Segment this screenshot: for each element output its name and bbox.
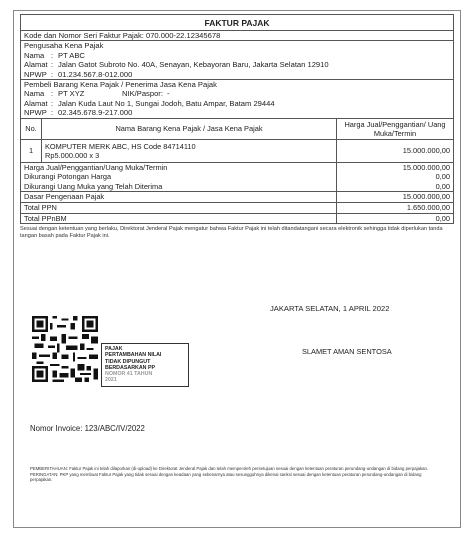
document-title: FAKTUR PAJAK xyxy=(21,15,453,31)
summary-label: Total PPnBM xyxy=(21,213,337,224)
buyer-npwp-row: NPWP : 02.345.678.9-217.000 xyxy=(24,108,133,118)
buyer-section xyxy=(21,79,453,118)
esign-note: Sesuai dengan ketentuan yang berlaku, Direktorat Jenderal Pajak mengatur bahwa Faktur Pajak ini telah ditandatangani secara elektronik sehingga tidak diperlukan tanda tangan basah pada Faktur Pajak ini. xyxy=(20,226,443,240)
summary-row xyxy=(21,192,454,203)
disclaimer: PEMBERITAHUAN: Faktur Pajak ini telah dilaporkan (di-upload) ke Direktorat Jenderal Pajak dan telah memperoleh persetujuan sesuai dengan ketentuan peraturan perundang-undangan di bidang perpajakan. PERINGATAN: PKP yang membuat Faktur Pajak yang tidak sesuai dengan keadaan yang sebenarnya atau sesungguhnya dikenai sanksi sesuai dengan ketentuan peraturan perundang-undangan di bidang perpajakan. xyxy=(30,466,429,483)
summary-row xyxy=(21,172,454,182)
stamp-line: PERTAMBAHAN NILAI xyxy=(105,352,162,359)
item-description xyxy=(42,139,337,162)
summary-row xyxy=(21,182,454,192)
seller-name-label: Nama xyxy=(24,50,45,60)
summary-label: Total PPN xyxy=(21,203,337,214)
seller-heading: Pengusaha Kena Pajak xyxy=(24,41,104,51)
items-table xyxy=(20,118,454,225)
seller-npwp: 01.234.567.8-012.000 xyxy=(58,69,133,79)
item-desc-line1: KOMPUTER MERK ABC, HS Code 84714110 xyxy=(45,141,196,151)
qr-code-icon xyxy=(32,316,98,382)
summary-label: Dasar Pengenaan Pajak xyxy=(21,192,337,203)
summary-row xyxy=(21,213,454,224)
serial-number: Kode dan Nomor Seri Faktur Pajak: 070.000-22.12345678 xyxy=(24,31,221,40)
summary-row xyxy=(21,203,454,214)
summary-label: Harga Jual/Penggantian/Uang Muka/Termin xyxy=(21,162,337,172)
items-header-row xyxy=(21,118,454,139)
summary-value: 0,00 xyxy=(337,172,454,182)
summary-label: Dikurangi Potongan Harga xyxy=(21,172,337,182)
signer-name: SLAMET AMAN SENTOSA xyxy=(302,347,392,356)
buyer-name-row: Nama : PT XYZ NIK/Paspor: - xyxy=(24,89,170,99)
seller-name-row: Nama : PT ABC xyxy=(24,50,85,60)
item-desc-line2: Rp5.000.000 x 3 xyxy=(45,150,100,160)
seller-section xyxy=(21,40,453,79)
summary-value: 15.000.000,00 xyxy=(337,192,454,203)
summary-value: 0,00 xyxy=(337,213,454,224)
buyer-npwp-label: NPWP xyxy=(24,108,47,118)
buyer-heading: Pembeli Barang Kena Pajak / Penerima Jasa Kena Pajak xyxy=(24,80,217,90)
item-amount: 15.000.000,00 xyxy=(337,139,454,162)
summary-row xyxy=(21,162,454,172)
header-box xyxy=(20,14,454,119)
vat-stamp xyxy=(101,343,189,387)
stamp-line: PAJAK xyxy=(105,346,123,352)
stamp-line: 2021 xyxy=(105,377,117,384)
col-desc-header: Nama Barang Kena Pajak / Jasa Kena Pajak xyxy=(42,118,337,139)
buyer-name-label: Nama xyxy=(24,89,45,99)
seller-name: PT ABC xyxy=(58,50,85,60)
buyer-address-label: Alamat xyxy=(24,98,48,108)
item-no: 1 xyxy=(21,139,42,162)
invoice-sheet xyxy=(20,14,454,240)
seller-address-label: Alamat xyxy=(24,60,48,70)
summary-label: Dikurangi Uang Muka yang Telah Diterima xyxy=(21,182,337,192)
stamp-line: BERDASARKAN PP xyxy=(105,364,156,371)
buyer-address-row: Alamat : Jalan Kuda Laut No 1, Sungai Jodoh, Batu Ampar, Batam 29444 xyxy=(24,98,275,108)
summary-value: 15.000.000,00 xyxy=(337,162,454,172)
buyer-npwp: 02.345.678.9-217.000 xyxy=(58,108,133,118)
col-no-header: No. xyxy=(21,118,42,139)
table-row xyxy=(21,139,454,162)
place-date: JAKARTA SELATAN, 1 APRIL 2022 xyxy=(270,304,390,313)
buyer-address: Jalan Kuda Laut No 1, Sungai Jodoh, Batu Ampar, Batam 29444 xyxy=(58,98,275,108)
seller-address-row: Alamat : Jalan Gatot Subroto No. 40A, Senayan, Kebayoran Baru, Jakarta Selatan 12910 xyxy=(24,60,329,70)
invoice-number: Nomor Invoice: 123/ABC/IV/2022 xyxy=(30,424,145,433)
seller-npwp-label: NPWP xyxy=(24,69,47,79)
seller-address: Jalan Gatot Subroto No. 40A, Senayan, Kebayoran Baru, Jakarta Selatan 12910 xyxy=(58,60,329,70)
buyer-nik-label: NIK/Paspor: xyxy=(122,89,163,99)
col-amount-header: Harga Jual/Penggantian/ Uang Muka/Termin xyxy=(337,118,454,139)
stamp-line: TIDAK DIPUNGUT xyxy=(105,358,151,365)
stamp-line: NOMOR 41 TAHUN xyxy=(105,371,153,378)
summary-value: 0,00 xyxy=(337,182,454,192)
buyer-name: PT XYZ xyxy=(58,89,85,99)
summary-value: 1.650.000,00 xyxy=(337,203,454,214)
seller-npwp-row: NPWP : 01.234.567.8-012.000 xyxy=(24,69,133,79)
buyer-nik: - xyxy=(166,89,170,99)
